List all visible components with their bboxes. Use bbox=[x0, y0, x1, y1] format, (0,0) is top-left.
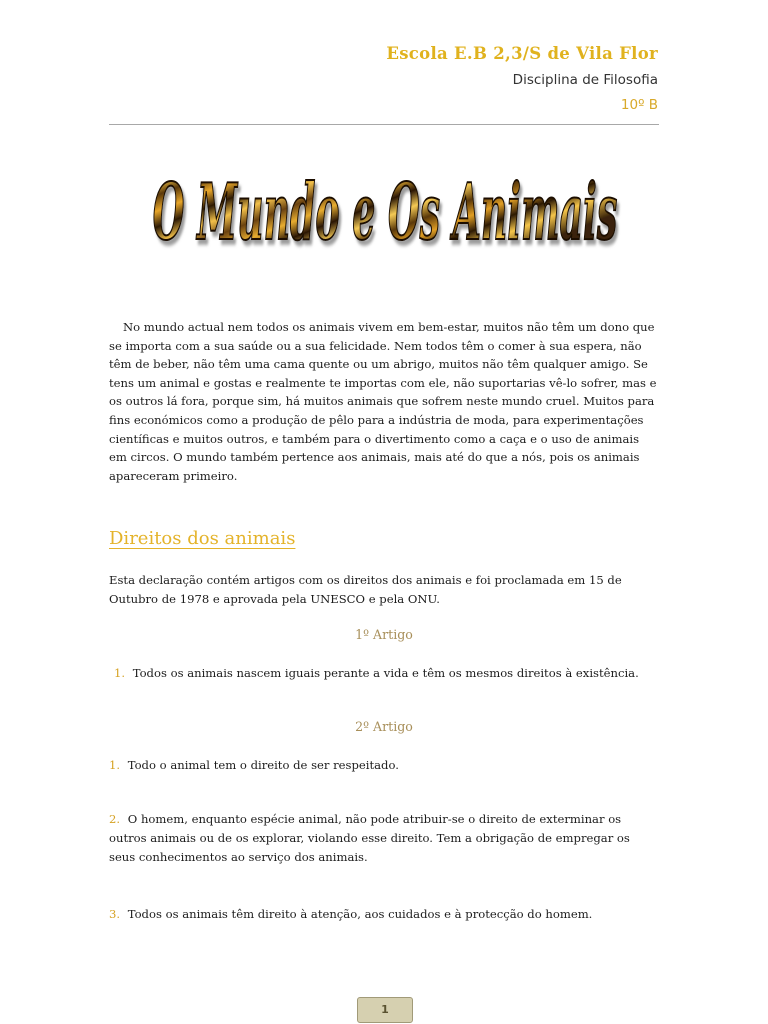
article-2-heading: 2º Artigo bbox=[355, 719, 413, 734]
item-number: 2. bbox=[109, 812, 121, 826]
item-number: 1. bbox=[109, 758, 121, 772]
article-1-heading: 1º Artigo bbox=[355, 627, 413, 642]
subject-name: Disciplina de Filosofia bbox=[512, 72, 658, 88]
article-2-item-2 bbox=[109, 810, 659, 867]
page-number: 1 bbox=[357, 997, 413, 1023]
item-text: Todo o animal tem o direito de ser respeitado. bbox=[127, 758, 399, 772]
item-text: Todos os animais têm direito à atenção, aos cuidados e à protecção do homem. bbox=[127, 907, 593, 921]
article-1-item-1 bbox=[114, 664, 664, 683]
wordart-title bbox=[150, 144, 620, 274]
article-2-item-1 bbox=[109, 756, 659, 775]
declaration-paragraph: Esta declaração contém artigos com os direitos dos animais e foi proclamada em 15 de Outubro de 1978 e aprovada pela UNESCO e pela ONU. bbox=[109, 573, 622, 606]
item-number: 3. bbox=[109, 907, 121, 921]
class-grade: 10º B bbox=[620, 97, 658, 113]
article-2-item-3 bbox=[109, 905, 659, 924]
item-text: Todos os animais nascem iguais perante a vida e têm os mesmos direitos à existência. bbox=[132, 666, 639, 680]
item-text: O homem, enquanto espécie animal, não pode atribuir-se o direito de exterminar os outros animais ou de os explorar, violando esse direito. Tem a obrigação de empregar os seus conhecimentos ao serviço dos animais. bbox=[109, 812, 630, 864]
school-name: Escola E.B 2,3/S de Vila Flor bbox=[386, 44, 658, 63]
intro-paragraph: No mundo actual nem todos os animais vivem em bem-estar, muitos não têm um dono que se importa com a sua saúde ou a sua felicidade. Nem todos têm o comer à sua espera, não têm de beber, não têm uma cama quente ou um abrigo, muitos não têm qualquer amigo. Se tens um animal e gostas e realmente te importas com ele, não suportarias vê-lo sofrer, mas e os outros lá fora, porque sim, há muitos animais que sofrem neste mundo cruel. Muitos para fins económicos como a produção de pêlo para a indústria de moda, para experimentações científicas e muitos outros, e também para o divertimento como a caça e o uso de animais em circos. O mundo também pertence aos animais, mais até do que a nós, pois os animais apareceram primeiro. bbox=[109, 320, 657, 483]
section-title: Direitos dos animais bbox=[109, 528, 296, 549]
wordart-title-text: O Mundo e Os Animais bbox=[152, 167, 618, 259]
document-header bbox=[386, 44, 658, 113]
item-number: 1. bbox=[114, 666, 126, 680]
header-divider bbox=[109, 124, 659, 125]
